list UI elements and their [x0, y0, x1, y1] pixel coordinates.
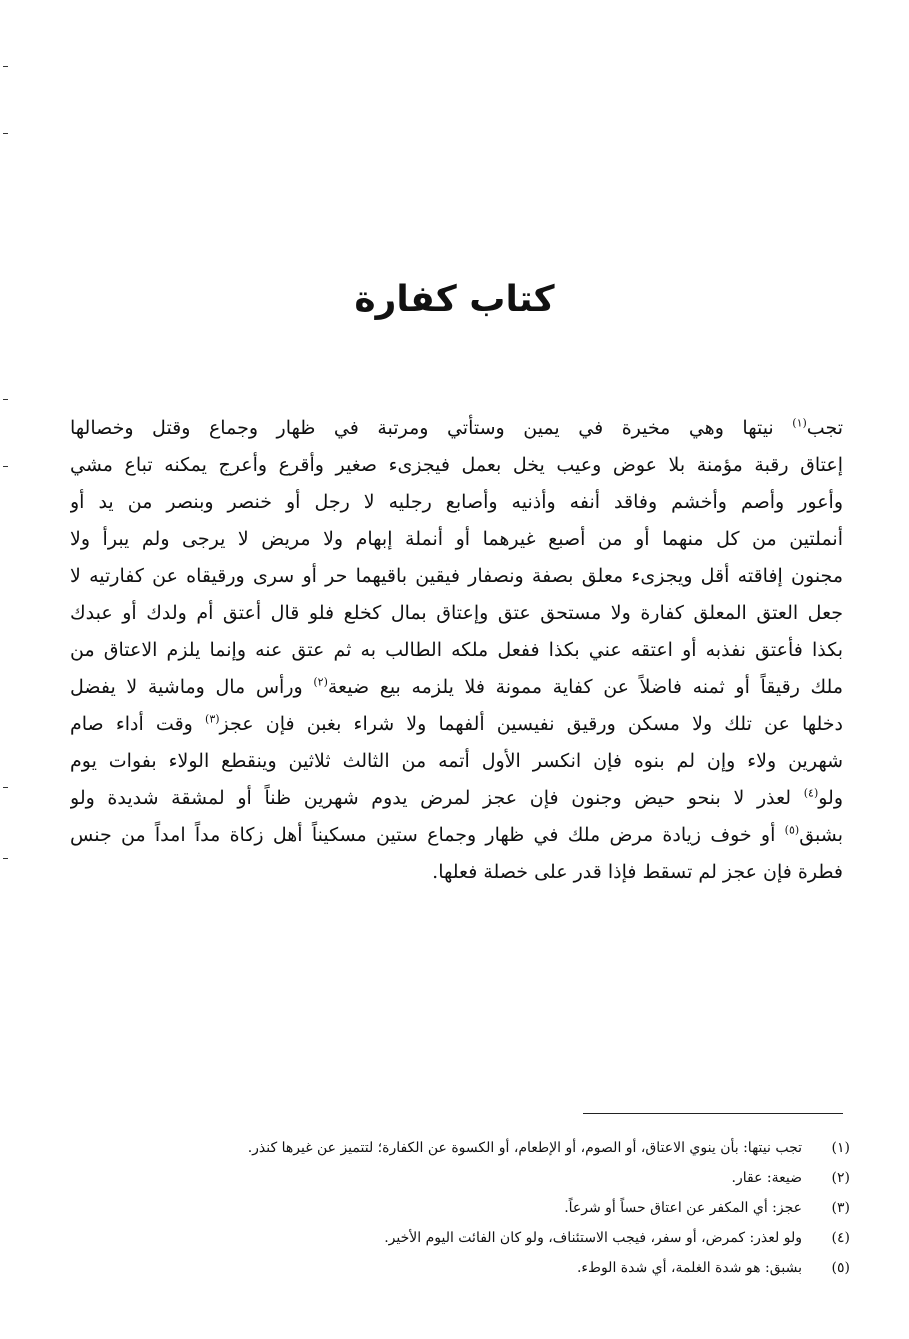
text-fragment: ملك رقيقاً أو ثمنه فاضلاً عن كفاية ممونة فلا يلزمه بيع ضيعة — [327, 676, 843, 698]
text-fragment: وقت أداء صام — [70, 713, 193, 735]
footnote-ref: (١) — [792, 416, 807, 430]
footnote-text: ضيعة: عقار. — [731, 1170, 802, 1186]
text-fragment: أو خوف زيادة مرض ملك في ظهار وجماع ستين مسكيناً أهل زكاة مداً امداً من جنس — [70, 824, 776, 846]
footnote-number: (١) — [831, 1140, 850, 1156]
margin-mark — [3, 466, 8, 467]
text-line — [70, 817, 843, 854]
margin-mark — [3, 66, 8, 67]
footnote — [60, 1253, 850, 1283]
text-line: إعتاق رقبة مؤمنة بلا عوض وعيب يخل بعمل فيجزىء صغير وأقرع وأعرج يمكنه تباع مشي — [70, 454, 843, 476]
footnote-separator — [583, 1113, 843, 1114]
text-line: فطرة فإن عجز لم تسقط فإذا قدر على خصلة فعلها. — [432, 861, 843, 883]
footnote-text: تجب نيتها: بأن ينوي الاعتاق، أو الصوم، أو الإطعام، أو الكسوة عن الكفارة؛ لتتميز عن غيرها كنذر. — [247, 1140, 802, 1156]
main-text — [70, 410, 843, 891]
text-line: جعل العتق المعلق كفارة ولا مستحق عتق وإعتاق بمال كخلع فلو قال أعتق أم ولدك أو عبدك — [70, 602, 843, 624]
footnote — [60, 1163, 850, 1193]
text-fragment: ولو — [818, 787, 843, 809]
margin-mark — [3, 787, 8, 788]
footnote-number: (٥) — [831, 1260, 850, 1276]
margin-mark — [3, 858, 8, 859]
margin-mark — [3, 133, 8, 134]
text-line — [70, 706, 843, 743]
text-fragment: بشبق — [799, 824, 843, 846]
text-fragment: تجب — [806, 417, 843, 439]
footnote-number: (٢) — [831, 1170, 850, 1186]
footnote — [60, 1193, 850, 1223]
footnote-ref: (٤) — [803, 786, 819, 800]
footnote-text: عجز: أي المكفر عن اعتاق حساً أو شرعاً. — [564, 1200, 802, 1216]
text-line: بكذا فأعتق نفذبه أو اعتقه عني بكذا ففعل ملكه الطالب به ثم عتق عنه وإنما يلزم الاعتاق من — [70, 639, 843, 661]
text-fragment: دخلها عن تلك ولا مسكن ورقيق نفيسين ألفهما ولا شراء بغبن فإن عجز — [219, 713, 843, 735]
footnote-ref: (٢) — [313, 675, 328, 689]
footnote — [60, 1223, 850, 1253]
page-title: كتاب كفارة — [354, 279, 555, 321]
footnote — [60, 1133, 850, 1163]
footnote-ref: (٣) — [205, 712, 220, 726]
text-fragment: نيتها وهي مخيرة في يمين وستأتي ومرتبة في ظهار وجماع وقتل وخصالها — [70, 417, 774, 439]
text-line — [70, 669, 843, 706]
footnote-text: بشبق: هو شدة الغلمة، أي شدة الوطء. — [576, 1260, 802, 1276]
text-line: مجنون إفاقته أقل ويجزىء معلق بصفة ونصفار فيقين باقيهما حر أو سرى ورقيقاه عن كفارتيه لا — [70, 565, 843, 587]
text-line — [70, 410, 843, 447]
text-line: شهرين ولاء وإن لم بنوه فإن انكسر الأول أتمه من الثالث ثلاثين وينقطع الولاء بفوات يوم — [70, 750, 843, 772]
text-line: أنملتين من كل منهما أو من أصبع غيرهما أو أنملة إبهام ولا مريض لا يرجى ولم يبرأ ولا — [70, 528, 843, 550]
text-line — [70, 780, 843, 817]
footnote-text: ولو لعذر: كمرض، أو سفر، فيجب الاستئناف، ولو كان الفائت اليوم الأخير. — [384, 1230, 802, 1246]
margin-mark — [3, 399, 8, 400]
text-fragment: ورأس مال وماشية لا يفضل — [70, 676, 303, 698]
text-fragment: لعذر لا بنحو حيض وجنون فإن عجز لمرض يدوم شهرين ظناً أو لمشقة شديدة ولو — [70, 787, 792, 809]
footnote-ref: (٥) — [784, 823, 800, 837]
text-line: وأعور وأصم وأخشم وفاقد أنفه وأذنيه وأصابع رجليه لا رجل أو خنصر وبنصر من يد أو — [70, 491, 843, 513]
footnotes — [60, 1133, 850, 1283]
footnote-number: (٤) — [831, 1230, 850, 1246]
footnote-number: (٣) — [831, 1200, 850, 1216]
